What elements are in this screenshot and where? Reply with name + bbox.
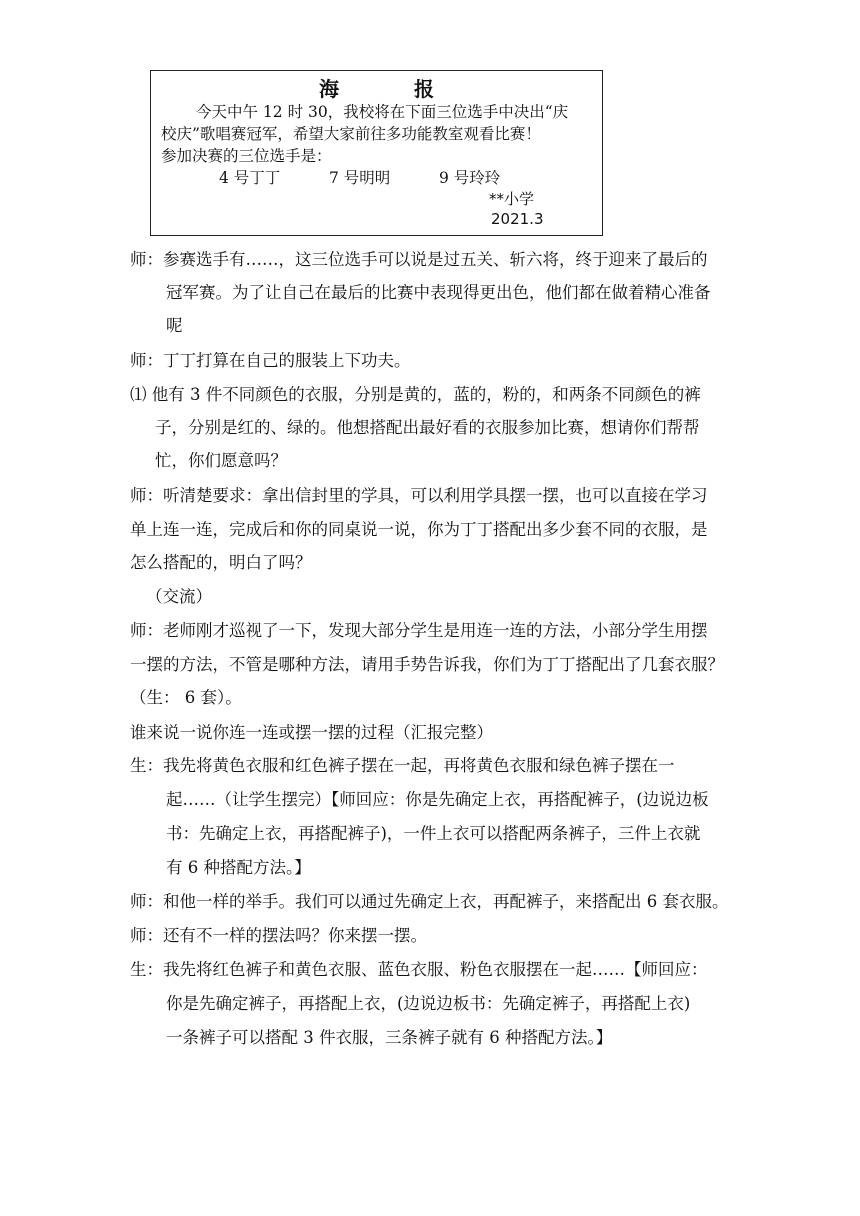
poster-title: 海 报: [319, 77, 468, 101]
text-line: 起……（让学生摆完）【师回应：你是先确定上衣，再搭配裤子，(边说边板: [166, 790, 709, 809]
poster-line: 校庆”歌唱赛冠军，希望大家前往多功能教室观看比赛！: [161, 125, 541, 143]
text-line: 冠军赛。为了让自己在最后的比赛中表现得更出色，他们都在做着精心准备: [166, 283, 711, 302]
poster-date: 2021.3: [491, 210, 544, 228]
text-line: （交流）: [146, 587, 212, 606]
poster-school: **小学: [489, 190, 535, 208]
text-line: 一条裤子可以搭配 3 件衣服，三条裤子就有 6 种搭配方法。】: [166, 1028, 613, 1047]
text-line: 子，分别是红的、绿的。他想搭配出最好看的衣服参加比赛，想请你们帮帮: [155, 418, 700, 437]
text-line: 忙，你们愿意吗？: [155, 451, 287, 470]
text-line: 师：和他一样的举手。我们可以通过先确定上衣，再配裤子，来搭配出 6 套衣服。: [130, 892, 729, 911]
text-line: 师：参赛选手有……，这三位选手可以说是过五关、斩六将，终于迎来了最后的: [130, 250, 708, 269]
text-line: 师：听清楚要求：拿出信封里的学具，可以利用学具摆一摆，也可以直接在学习: [130, 486, 708, 505]
poster-box: [150, 70, 603, 236]
text-line: 有 6 种搭配方法。】: [166, 858, 311, 877]
text-line: 师：丁丁打算在自己的服装上下功夫。: [130, 351, 411, 370]
text-line: 你是先确定裤子，再搭配上衣，(边说边板书：先确定裤子，再搭配上衣): [166, 994, 691, 1013]
text-line: 单上连一连，完成后和你的同桌说一说，你为丁丁搭配出多少套不同的衣服，是: [130, 520, 708, 539]
candidate: 4 号丁丁: [219, 169, 281, 187]
text-line: 书：先确定上衣，再搭配裤子)，一件上衣可以搭配两条裤子，三件上衣就: [166, 824, 701, 843]
text-line: ⑴ 他有 3 件不同颜色的衣服，分别是黄的，蓝的，粉的，和两条不同颜色的裤: [130, 385, 701, 404]
text-line: 谁来说一说你连一连或摆一摆的过程（汇报完整）: [130, 723, 493, 742]
text-line: 师：还有不一样的摆法吗？你来摆一摆。: [130, 926, 427, 945]
text-line: 呢: [166, 316, 183, 335]
text-line: 生：我先将红色裤子和黄色衣服、蓝色衣服、粉色衣服摆在一起……【师回应：: [130, 960, 708, 979]
text-line: 师：老师刚才巡视了一下，发现大部分学生是用连一连的方法，小部分学生用摆: [130, 621, 708, 640]
text-line: 怎么搭配的，明白了吗？: [130, 553, 312, 572]
candidate: 9 号玲玲: [439, 169, 501, 187]
text-line: 生：我先将黄色衣服和红色裤子摆在一起，再将黄色衣服和绿色裤子摆在一: [130, 756, 675, 775]
poster-line: 今天中午 12 时 30，我校将在下面三位选手中决出“庆: [196, 103, 569, 121]
candidate: 7 号明明: [329, 169, 391, 187]
poster-line: 参加决赛的三位选手是：: [161, 147, 332, 165]
text-line: 一摆的方法，不管是哪种方法，请用手势告诉我，你们为丁丁搭配出了几套衣服？: [130, 655, 724, 674]
text-line: （生： 6 套）。: [130, 688, 242, 707]
